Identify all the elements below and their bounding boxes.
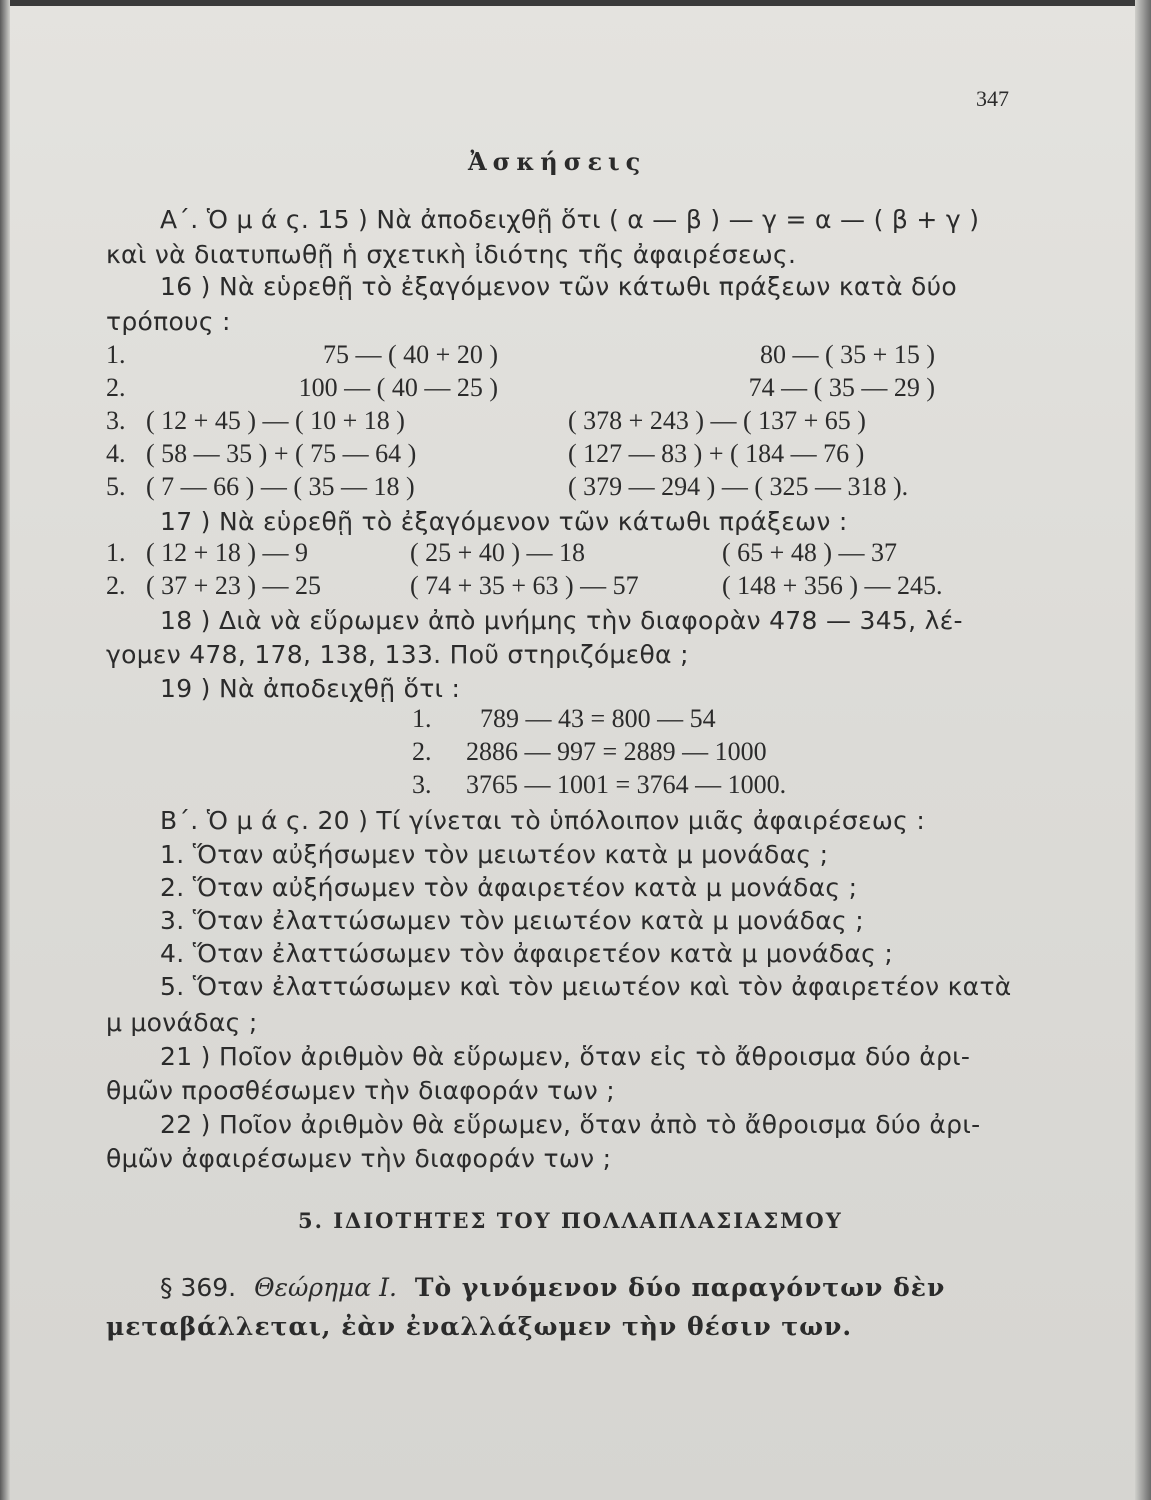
ex16-row-number: 2. bbox=[106, 373, 126, 402]
ex20-item: 5. Ὅταν ἐλαττώσωμεν καὶ τὸν μειωτέον καὶ τὸν ἀφαιρετέον κατὰ bbox=[160, 972, 1012, 1001]
ex16-row-right: ( 127 — 83 ) + ( 184 — 76 ) bbox=[568, 439, 865, 468]
exercises-heading: Ἀσκήσεις bbox=[468, 147, 647, 176]
ex17-row-col-c: ( 65 + 48 ) — 37 bbox=[722, 538, 897, 567]
exercise-19-line: 19 ) Νὰ ἀποδειχθῇ ὅτι : bbox=[160, 674, 461, 703]
exercise-20-line: Β΄. Ὁ μ ά ς. 20 ) Τί γίνεται τὸ ὑπόλοιπον μιᾶς ἀφαιρέσεως : bbox=[160, 806, 926, 835]
ex19-row-equation: 2886 — 997 = 2889 — 1000 bbox=[466, 737, 767, 766]
exercise-21-line-1: 21 ) Ποῖον ἀριθμὸν θὰ εὕρωμεν, ὅταν εἰς τὸ ἄθροισμα δύο ἀρι- bbox=[160, 1042, 971, 1071]
ex20-item-continuation: μ μονάδας ; bbox=[106, 1008, 258, 1037]
ex16-row-right: 74 — ( 35 — 29 ) bbox=[748, 373, 935, 402]
ex17-row-number: 2. bbox=[106, 571, 126, 600]
exercise-17-line: 17 ) Νὰ εὑρεθῇ τὸ ἐξαγόμενον τῶν κάτωθι πράξεων : bbox=[160, 507, 848, 536]
ex20-item: 3. Ὅταν ἐλαττώσωμεν τὸν μειωτέον κατὰ μ μονάδας ; bbox=[160, 906, 864, 935]
exercise-22-line-1: 22 ) Ποῖον ἀριθμὸν θὰ εὕρωμεν, ὅταν ἀπὸ τὸ ἄθροισμα δύο ἀρι- bbox=[160, 1110, 981, 1139]
exercise-22-line-2: θμῶν ἀφαιρέσωμεν τὴν διαφοράν των ; bbox=[106, 1144, 612, 1173]
ex19-row-equation: 789 — 43 = 800 — 54 bbox=[480, 704, 716, 733]
theorem-label: § 369. bbox=[160, 1273, 237, 1302]
ex16-row-number: 5. bbox=[106, 472, 126, 501]
exercise-15-line-2: καὶ νὰ διατυπωθῇ ἡ σχετικὴ ἰδιότης τῆς ἀφαιρέσεως. bbox=[106, 240, 797, 269]
exercise-21-line-2: θμῶν προσθέσωμεν τὴν διαφοράν των ; bbox=[106, 1076, 615, 1105]
theorem-text-end: μεταβάλλεται, ἐὰν ἐναλλάξωμεν τὴν θέσιν των. bbox=[106, 1312, 853, 1341]
exercise-15-line-1: Α΄. Ὁ μ ά ς. 15 ) Νὰ ἀποδειχθῇ ὅτι ( α — β ) — γ = α — ( β + γ ) bbox=[160, 205, 980, 234]
page-number: 347 bbox=[976, 86, 1009, 111]
theorem-text-start: Τὸ γινόμενον δύο παραγόντων δὲν bbox=[414, 1273, 946, 1302]
ex16-row-right: ( 379 — 294 ) — ( 325 — 318 ). bbox=[568, 472, 909, 501]
ex16-row-left: ( 58 — 35 ) + ( 75 — 64 ) bbox=[146, 439, 417, 468]
page-right-edge bbox=[1135, 0, 1151, 1500]
exercise-18-line-1: 18 ) Διὰ νὰ εὕρωμεν ἀπὸ μνήμης τὴν διαφορὰν 478 — 345, λέ- bbox=[160, 606, 963, 635]
ex19-row-number: 3. bbox=[412, 770, 432, 799]
ex16-row-number: 3. bbox=[106, 406, 126, 435]
section-title: 5. ΙΔΙΟΤΗΤΕΣ ΤΟΥ ΠΟΛΛΑΠΛΑΣΙΑΣΜΟΥ bbox=[298, 1208, 843, 1233]
ex16-row-left: 75 — ( 40 + 20 ) bbox=[323, 340, 498, 369]
exercise-18-line-2: γομεν 478, 178, 138, 133. Ποῦ στηριζόμεθα ; bbox=[106, 640, 689, 669]
ex16-row-number: 1. bbox=[106, 340, 126, 369]
page-left-edge bbox=[0, 0, 10, 1500]
ex16-row-right: ( 378 + 243 ) — ( 137 + 65 ) bbox=[568, 406, 866, 435]
ex17-row-col-a: ( 12 + 18 ) — 9 bbox=[146, 538, 308, 567]
ex16-row-left: ( 7 — 66 ) — ( 35 — 18 ) bbox=[146, 472, 415, 501]
exercise-16-line-1: 16 ) Νὰ εὑρεθῇ τὸ ἐξαγόμενον τῶν κάτωθι πράξεων κατὰ δύο bbox=[160, 272, 957, 301]
ex19-row-number: 1. bbox=[412, 704, 432, 733]
ex16-row-number: 4. bbox=[106, 439, 126, 468]
page-top-edge bbox=[0, 0, 1151, 6]
ex17-row-col-b: ( 25 + 40 ) — 18 bbox=[410, 538, 585, 567]
ex16-row-left: 100 — ( 40 — 25 ) bbox=[298, 373, 498, 402]
ex17-row-col-b: ( 74 + 35 + 63 ) — 57 bbox=[410, 571, 639, 600]
ex19-row-number: 2. bbox=[412, 737, 432, 766]
ex16-row-right: 80 — ( 35 + 15 ) bbox=[760, 340, 935, 369]
ex19-row-equation: 3765 — 1001 = 3764 — 1000. bbox=[466, 770, 787, 799]
theorem-first-line bbox=[160, 1273, 945, 1302]
ex17-row-col-a: ( 37 + 23 ) — 25 bbox=[146, 571, 321, 600]
ex20-item: 1. Ὅταν αὐξήσωμεν τὸν μειωτέον κατὰ μ μονάδας ; bbox=[160, 840, 829, 869]
ex20-item: 4. Ὅταν ἐλαττώσωμεν τὸν ἀφαιρετέον κατὰ μ μονάδας ; bbox=[160, 939, 894, 968]
theorem-name: Θεώρημα Ι. bbox=[254, 1273, 397, 1302]
exercise-16-line-2: τρόπους : bbox=[106, 307, 231, 336]
ex20-item: 2. Ὅταν αὐξήσωμεν τὸν ἀφαιρετέον κατὰ μ μονάδας ; bbox=[160, 873, 858, 902]
ex17-row-number: 1. bbox=[106, 538, 126, 567]
ex17-row-col-c: ( 148 + 356 ) — 245. bbox=[722, 571, 943, 600]
ex16-row-left: ( 12 + 45 ) — ( 10 + 18 ) bbox=[146, 406, 405, 435]
